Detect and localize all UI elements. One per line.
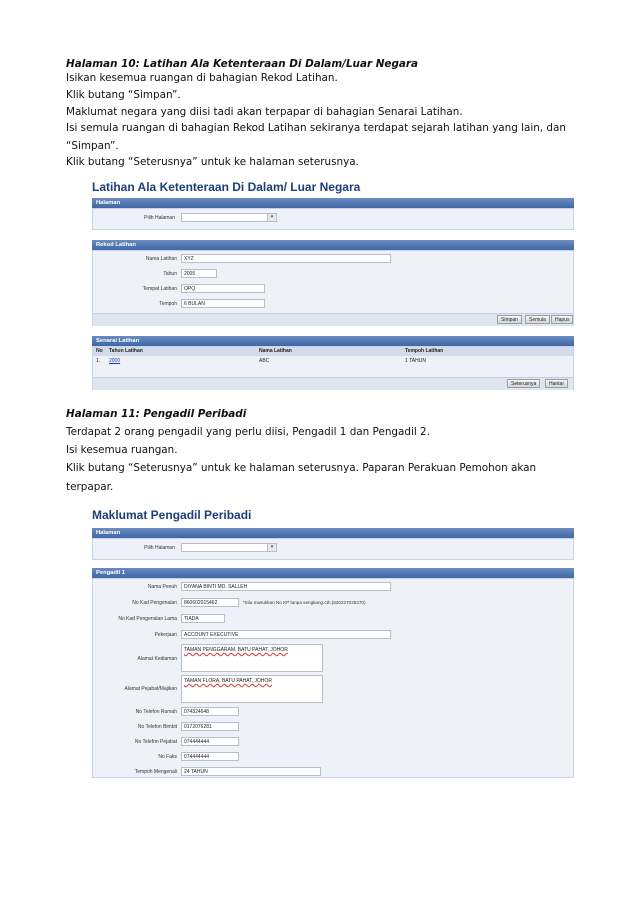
row-number: 1.	[96, 358, 101, 364]
ic-number-input[interactable]: 860602015462	[181, 598, 239, 607]
home-phone-input[interactable]: 074324648	[181, 707, 239, 716]
field-label: Tempoh Mengenali	[134, 769, 177, 775]
chevron-down-icon: ▾	[267, 544, 276, 551]
field-label: No Kad Pengenalan Lama	[118, 616, 177, 622]
field-label: No Telefon Pejabat	[134, 739, 177, 745]
select-page-label: Pilih Halaman	[144, 545, 175, 551]
field-label: Alamat Pejabat/Majikan	[124, 686, 177, 692]
instruction-line: Klik butang “Seterusnya” untuk ke halaman seterusnya. Paparan Perakuan Pemohon akan	[66, 462, 537, 474]
chevron-down-icon: ▾	[267, 214, 276, 221]
section-header-halaman: Halaman	[92, 198, 574, 208]
training-form-screenshot	[90, 176, 576, 392]
section-10-heading: Halaman 10: Latihan Ala Ketenteraan Di Dalam/Luar Negara	[66, 58, 419, 70]
duration-input[interactable]: 6 BULAN	[181, 299, 265, 308]
instruction-line: terpapar.	[66, 481, 114, 493]
column-header: Tahun Latihan	[109, 348, 143, 354]
field-label: No Faks	[158, 754, 177, 760]
section-header-senarai: Senarai Latihan	[92, 336, 574, 346]
instruction-line: Isi semula ruangan di bahagian Rekod Latihan sekiranya terdapat sejarah latihan yang lain, dan	[66, 122, 566, 134]
page-title: Latihan Ala Ketenteraan Di Dalam/ Luar Negara	[92, 180, 361, 194]
training-duration-cell: 1 TAHUN	[405, 358, 426, 364]
field-label: No Kad Pengenalan	[132, 600, 177, 606]
field-label: Tempat Latihan	[142, 286, 177, 292]
instruction-line: Klik butang “Simpan”.	[66, 89, 181, 101]
instruction-line: Klik butang “Seterusnya” untuk ke halaman seterusnya.	[66, 156, 359, 168]
field-label: No Telefon Bimbit	[137, 724, 177, 730]
section-header-pengadil: Pengadil 1	[92, 568, 574, 578]
training-year-link[interactable]: 2000	[109, 358, 121, 364]
office-phone-input[interactable]: 074444444	[181, 737, 239, 746]
home-address-textarea[interactable]: TAMAN PENGGARAM, BATU PAHAT, JOHOR	[181, 644, 323, 672]
field-label: Alamat Kediaman	[137, 656, 177, 662]
reset-button[interactable]: Semula	[525, 315, 550, 324]
save-button[interactable]: Simpan	[497, 315, 522, 324]
field-label: No Telefon Rumah	[135, 709, 177, 715]
ic-hint-text: *Sila masukkan No KP tanpa sengkang.cth.(820227025370)	[243, 600, 366, 605]
next-button[interactable]: Seterusnya	[507, 379, 540, 388]
section-11-heading: Halaman 11: Pengadil Peribadi	[66, 408, 247, 420]
referee-form-screenshot	[90, 504, 576, 780]
training-place-input[interactable]: OPQ	[181, 284, 265, 293]
office-address-textarea[interactable]: TAMAN FLORA, BATU PAHAT, JOHOR	[181, 675, 323, 703]
senarai-toolbar	[93, 377, 573, 390]
field-label: Tahun	[163, 271, 177, 277]
section-body-senarai	[92, 346, 574, 390]
column-header: Tempoh Latihan	[405, 348, 444, 354]
section-body-pengadil	[92, 578, 574, 778]
mobile-phone-input[interactable]: 0172076281	[181, 722, 239, 731]
table-header	[93, 347, 573, 356]
field-label: Tempoh	[159, 301, 177, 307]
section-body-halaman	[92, 208, 574, 230]
field-label: Nama Penuh	[147, 584, 177, 590]
full-name-input[interactable]: DIYANA BINTI MD. SALLEH	[181, 582, 391, 591]
field-label: Pekerjaan	[154, 632, 177, 638]
select-page-dropdown[interactable]	[181, 543, 277, 552]
training-name-input[interactable]: XYZ	[181, 254, 391, 263]
training-name-cell: ABC	[259, 358, 270, 364]
page-title: Maklumat Pengadil Peribadi	[92, 508, 252, 522]
delete-button[interactable]: Hapus	[551, 315, 573, 324]
fax-input[interactable]: 074444444	[181, 752, 239, 761]
instruction-line: Maklumat negara yang diisi tadi akan terpapar di bahagian Senarai Latihan.	[66, 106, 463, 118]
section-body-halaman	[92, 538, 574, 560]
field-label: Nama Latihan	[145, 256, 177, 262]
select-page-dropdown[interactable]	[181, 213, 277, 222]
column-header: No	[96, 348, 103, 354]
rekod-toolbar	[93, 313, 573, 326]
submit-button[interactable]: Hantar	[545, 379, 568, 388]
select-page-label: Pilih Halaman	[144, 215, 175, 221]
instruction-line: Isi kesemua ruangan.	[66, 444, 178, 456]
known-duration-input[interactable]: 24 TAHUN	[181, 767, 321, 776]
old-ic-input[interactable]: TIADA	[181, 614, 225, 623]
year-input[interactable]: 2005	[181, 269, 217, 278]
instruction-line: Isikan kesemua ruangan di bahagian Rekod Latihan.	[66, 72, 338, 84]
section-header-halaman: Halaman	[92, 528, 574, 538]
column-header: Nama Latihan	[259, 348, 292, 354]
section-body-rekod	[92, 250, 574, 326]
instruction-line: “Simpan”.	[66, 140, 119, 152]
instruction-line: Terdapat 2 orang pengadil yang perlu diisi, Pengadil 1 dan Pengadil 2.	[66, 426, 430, 438]
section-header-rekod: Rekod Latihan	[92, 240, 574, 250]
occupation-input[interactable]: ACCOUNT EXECUTIVE	[181, 630, 391, 639]
